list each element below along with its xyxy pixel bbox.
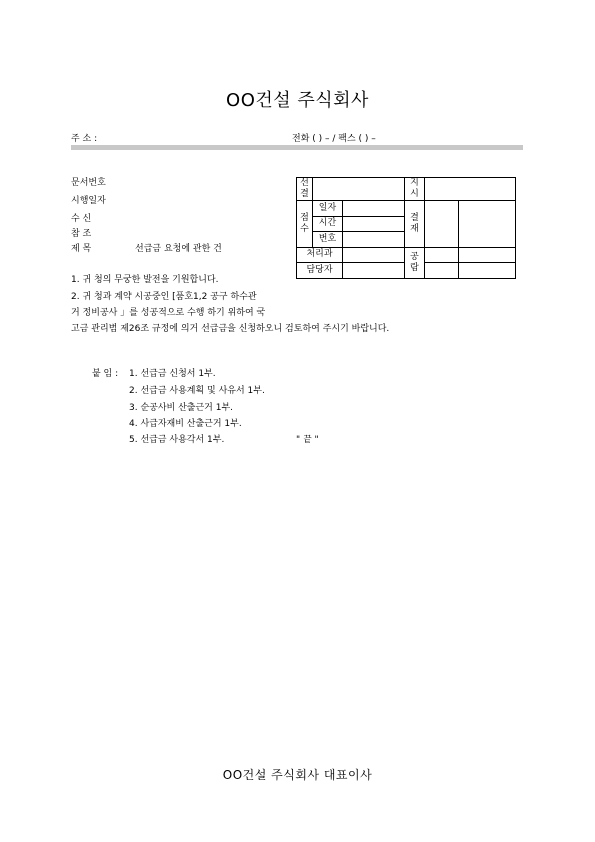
subject-label: 제 목 [71,244,92,254]
footer-signature: OO건설 주식회사 대표이사 [222,768,373,782]
gongram-value-cell-3 [425,263,459,279]
ilja-cell: 일자 [313,201,343,217]
beonho-value-cell [343,232,405,248]
attachment-item: 4. 사급자재비 산출근거 1부. [129,419,242,429]
cheoriga-cell: 처리과 [297,247,343,263]
document-title: OO건설 주식회사 [226,90,369,111]
gongram-value-cell-1 [425,247,459,263]
jisi-cell: 지 시 [405,178,425,201]
cheoriga-value-cell [343,247,405,263]
attachment-item: 5. 선급금 사용각서 1부. [129,435,225,445]
contact-line: 전화 ( ) – / 팩스 ( ) – [292,134,376,144]
jeomsu-cell: 점 수 [297,201,313,248]
gyeoljae-value-cell-2 [459,201,516,248]
seon-gyeol-value-cell [313,178,405,201]
doc-number-label: 문서번호 [71,178,106,188]
sigan-cell: 시간 [313,216,343,232]
damdangja-cell: 담당자 [297,263,343,279]
subject-value: 선급금 요청에 관한 건 [135,244,222,254]
beonho-cell: 번호 [313,232,343,248]
header-divider [71,145,523,150]
issue-date-label: 시행일자 [71,196,106,206]
approval-table [296,177,516,279]
gongram-value-cell-4 [459,263,516,279]
attachment-item: 1. 선급금 신청서 1부. [129,369,216,379]
sigan-value-cell [343,216,405,232]
gongram-cell: 공 람 [405,247,425,278]
end-mark: " 끝 " [296,435,319,445]
damdangja-value-cell [343,263,405,279]
body-line-2c: 고금 관리범 제26조 규정에 의거 선급금을 신청하오니 검토하여 주시기 바랍니다. [71,324,390,334]
gongram-value-cell-2 [459,247,516,263]
attachment-item: 3. 순공사비 산출근거 1부. [129,403,234,413]
ilja-value-cell [343,201,405,217]
attachment-item: 2. 선급금 사용계획 및 사유서 1부. [129,386,265,396]
jisi-value-cell [425,178,516,201]
gyeoljae-cell: 결 재 [405,201,425,248]
recipient-label: 수 신 [71,214,92,224]
address-label: 주 소 : [71,134,98,144]
body-line-1: 1. 귀 청의 무궁한 발전을 기원합니다. [71,275,219,285]
seon-gyeol-cell: 선 결 [297,178,313,201]
reference-label: 참 조 [71,229,92,239]
attachment-label: 붙 임 : [92,369,119,379]
body-line-2b: 거 정비공사 」를 성공적으로 수행 하기 위하여 국 [71,308,266,318]
gyeoljae-value-cell-1 [425,201,459,248]
body-line-2a: 2. 귀 청과 계약 시공중인 [품호1,2 공구 하수관 [71,292,257,302]
